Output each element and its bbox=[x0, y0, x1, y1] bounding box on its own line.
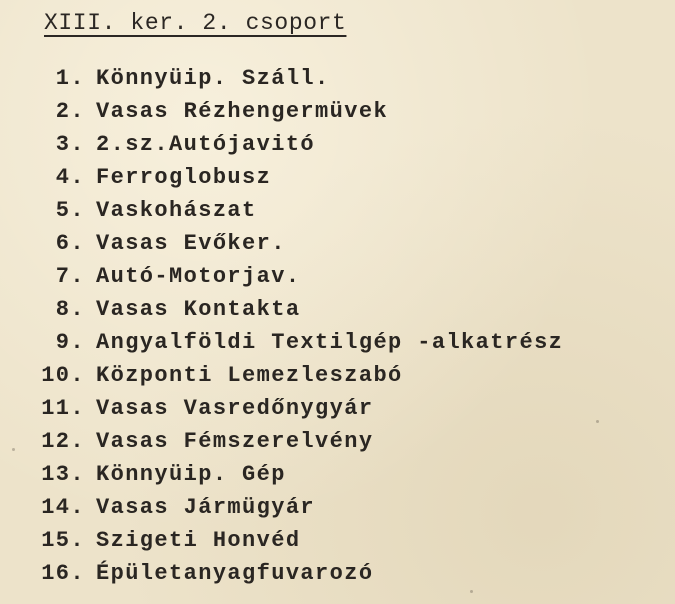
item-name: Autó-Motorjav. bbox=[96, 264, 301, 289]
item-number: 1. bbox=[55, 66, 85, 91]
list-item bbox=[0, 227, 675, 260]
item-number: 13. bbox=[41, 462, 85, 487]
list-item bbox=[0, 326, 675, 359]
group-list bbox=[0, 62, 675, 590]
document-title: XIII. ker. 2. csoport bbox=[44, 10, 347, 36]
list-item bbox=[0, 293, 675, 326]
item-number: 16. bbox=[41, 561, 85, 586]
item-number: 5. bbox=[55, 198, 85, 223]
list-item bbox=[0, 161, 675, 194]
item-number: 4. bbox=[55, 165, 85, 190]
item-name: Vasas Evőker. bbox=[96, 231, 286, 256]
item-number: 8. bbox=[55, 297, 85, 322]
item-name: Ferroglobusz bbox=[96, 165, 272, 190]
item-name: Központi Lemezleszabó bbox=[96, 363, 403, 388]
item-number: 12. bbox=[41, 429, 85, 454]
item-number: 7. bbox=[55, 264, 85, 289]
list-item bbox=[0, 95, 675, 128]
item-name: Vasas Fémszerelvény bbox=[96, 429, 374, 454]
item-name: Vasas Rézhengermüvek bbox=[96, 99, 389, 124]
item-name: Vasas Jármügyár bbox=[96, 495, 316, 520]
item-number: 11. bbox=[41, 396, 85, 421]
list-item bbox=[0, 524, 675, 557]
paper-speck bbox=[470, 590, 473, 593]
paper-speck bbox=[596, 420, 599, 423]
list-item bbox=[0, 557, 675, 590]
item-number: 3. bbox=[55, 132, 85, 157]
list-item bbox=[0, 425, 675, 458]
list-item bbox=[0, 62, 675, 95]
list-item bbox=[0, 260, 675, 293]
item-number: 14. bbox=[41, 495, 85, 520]
item-name: Szigeti Honvéd bbox=[96, 528, 301, 553]
item-name: Könnyüip. Száll. bbox=[96, 66, 330, 91]
item-number: 10. bbox=[41, 363, 85, 388]
list-item bbox=[0, 194, 675, 227]
item-name: Vaskohászat bbox=[96, 198, 257, 223]
item-name: Angyalföldi Textilgép -alkatrész bbox=[96, 330, 564, 355]
item-number: 9. bbox=[55, 330, 85, 355]
item-name: Vasas Vasredőnygyár bbox=[96, 396, 374, 421]
item-name: Könnyüip. Gép bbox=[96, 462, 286, 487]
list-item bbox=[0, 392, 675, 425]
list-item bbox=[0, 128, 675, 161]
list-item bbox=[0, 491, 675, 524]
paper-speck bbox=[12, 448, 15, 451]
list-item bbox=[0, 359, 675, 392]
item-number: 15. bbox=[41, 528, 85, 553]
item-name: Vasas Kontakta bbox=[96, 297, 301, 322]
item-name: Épületanyagfuvarozó bbox=[96, 561, 374, 586]
item-name: 2.sz.Autójavitó bbox=[96, 132, 316, 157]
item-number: 2. bbox=[55, 99, 85, 124]
item-number: 6. bbox=[55, 231, 85, 256]
list-item bbox=[0, 458, 675, 491]
